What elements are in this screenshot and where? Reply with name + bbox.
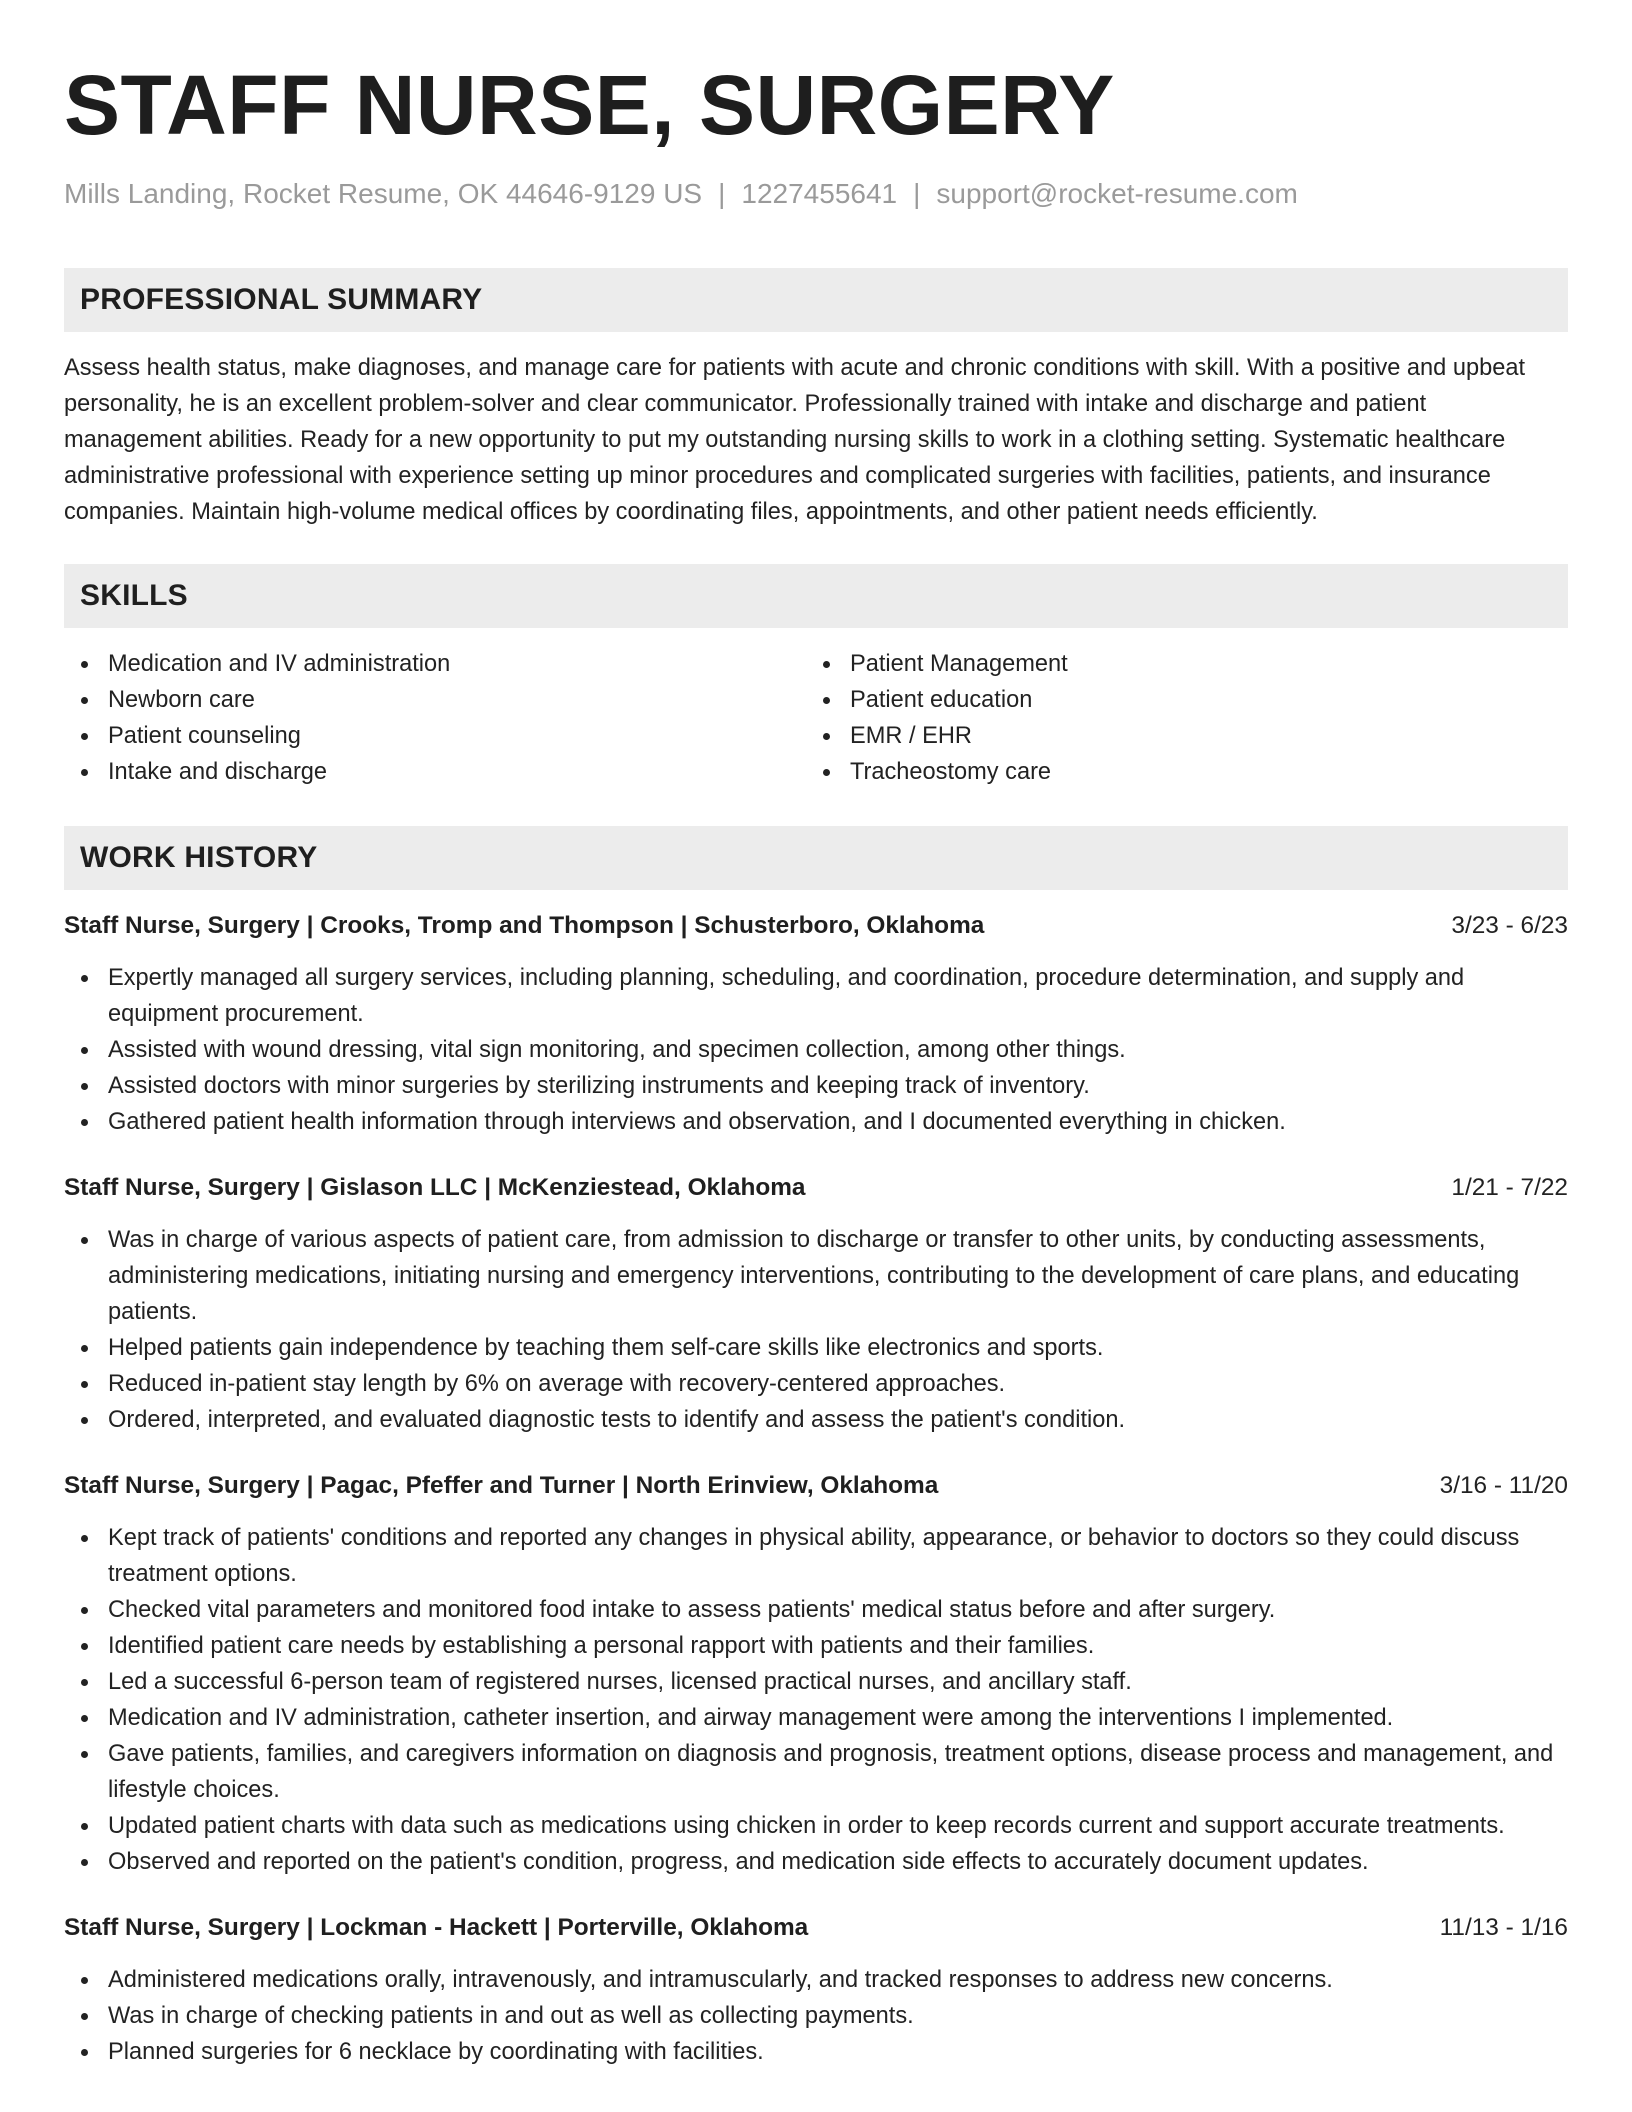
job-bullet: Was in charge of checking patients in and out as well as collecting payments. xyxy=(64,1998,1568,2034)
job-bullet: Gave patients, families, and caregivers information on diagnosis and prognosis, treatment options, disease process and management, and lifestyle choices. xyxy=(64,1736,1568,1808)
job-header xyxy=(64,1170,1568,1206)
job-bullet: Planned surgeries for 6 necklace by coordinating with facilities. xyxy=(64,2034,1568,2070)
skill-item: Patient Management xyxy=(806,646,1548,682)
skill-item: Intake and discharge xyxy=(64,754,806,790)
job-bullet: Helped patients gain independence by teaching them self-care skills like electronics and sports. xyxy=(64,1330,1568,1366)
job-bullet: Led a successful 6-person team of registered nurses, licensed practical nurses, and ancillary staff. xyxy=(64,1664,1568,1700)
skill-item: Medication and IV administration xyxy=(64,646,806,682)
job-header xyxy=(64,1910,1568,1946)
work-history-list xyxy=(64,908,1568,2070)
job-entry xyxy=(64,1910,1568,2070)
job-dates: 1/21 - 7/22 xyxy=(1451,1174,1568,1201)
skill-item: Newborn care xyxy=(64,682,806,718)
job-bullets xyxy=(64,1222,1568,1438)
job-bullet: Kept track of patients' conditions and reported any changes in physical ability, appearance, or behavior to doctors so they could discuss treatment options. xyxy=(64,1520,1568,1592)
job-dates: 3/16 - 11/20 xyxy=(1439,1472,1568,1499)
contact-email: support@rocket-resume.com xyxy=(936,178,1298,209)
job-entry xyxy=(64,1468,1568,1880)
job-entry xyxy=(64,908,1568,1140)
job-bullet: Updated patient charts with data such as medications using chicken in order to keep records current and support accurate treatments. xyxy=(64,1808,1568,1844)
job-bullet: Gathered patient health information through interviews and observation, and I documented everything in chicken. xyxy=(64,1104,1568,1140)
contact-address: Mills Landing, Rocket Resume, OK 44646-9129 US xyxy=(64,178,703,209)
job-bullet: Assisted with wound dressing, vital sign monitoring, and specimen collection, among other things. xyxy=(64,1032,1568,1068)
contact-phone: 1227455641 xyxy=(741,178,898,209)
job-bullet: Expertly managed all surgery services, including planning, scheduling, and coordination, procedure determination, and supply and equipment procurement. xyxy=(64,960,1568,1032)
skill-item: EMR / EHR xyxy=(806,718,1548,754)
skills-heading: SKILLS xyxy=(64,564,1568,628)
job-bullet: Medication and IV administration, catheter insertion, and airway management were among the interventions I implemented. xyxy=(64,1700,1568,1736)
job-bullets xyxy=(64,1520,1568,1880)
job-bullet: Reduced in-patient stay length by 6% on average with recovery-centered approaches. xyxy=(64,1366,1568,1402)
job-title: Staff Nurse, Surgery | Pagac, Pfeffer and Turner | North Erinview, Oklahoma xyxy=(64,1472,939,1499)
job-bullet: Ordered, interpreted, and evaluated diagnostic tests to identify and assess the patient's condition. xyxy=(64,1402,1568,1438)
skills-column-right xyxy=(806,646,1548,790)
contact-separator: | xyxy=(913,178,921,209)
job-bullets xyxy=(64,960,1568,1140)
contact-separator: | xyxy=(718,178,726,209)
job-bullet: Administered medications orally, intravenously, and intramuscularly, and tracked responses to address new concerns. xyxy=(64,1962,1568,1998)
resume-page xyxy=(64,0,1568,2070)
job-title: Staff Nurse, Surgery | Lockman - Hackett | Porterville, Oklahoma xyxy=(64,1914,809,1941)
job-dates: 3/23 - 6/23 xyxy=(1451,912,1568,939)
job-bullet: Identified patient care needs by establishing a personal rapport with patients and their families. xyxy=(64,1628,1568,1664)
skill-item: Tracheostomy care xyxy=(806,754,1548,790)
summary-heading: PROFESSIONAL SUMMARY xyxy=(64,268,1568,332)
job-bullet: Checked vital parameters and monitored food intake to assess patients' medical status before and after surgery. xyxy=(64,1592,1568,1628)
job-entry xyxy=(64,1170,1568,1438)
resume-name: STAFF NURSE, SURGERY xyxy=(64,58,1115,152)
skill-item: Patient education xyxy=(806,682,1548,718)
job-title: Staff Nurse, Surgery | Gislason LLC | McKenziestead, Oklahoma xyxy=(64,1174,806,1201)
contact-line xyxy=(64,178,1568,210)
job-bullet: Observed and reported on the patient's condition, progress, and medication side effects to accurately document updates. xyxy=(64,1844,1568,1880)
job-bullet: Assisted doctors with minor surgeries by sterilizing instruments and keeping track of inventory. xyxy=(64,1068,1568,1104)
skills-list xyxy=(64,646,1568,790)
job-header xyxy=(64,908,1568,944)
work-history-heading: WORK HISTORY xyxy=(64,826,1568,890)
job-title: Staff Nurse, Surgery | Crooks, Tromp and Thompson | Schusterboro, Oklahoma xyxy=(64,912,985,939)
skill-item: Patient counseling xyxy=(64,718,806,754)
summary-text: Assess health status, make diagnoses, and manage care for patients with acute and chronic conditions with skill. With a positive and upbeat personality, he is an excellent problem-solver and clear communicator. Professionally trained with intake and discharge and patient management abilities. Ready for a new opportunity to put my outstanding nursing skills to work in a clothing setting. Systematic healthcare administrative professional with experience setting up minor procedures and complicated surgeries with facilities, patients, and insurance companies. Maintain high-volume medical offices by coordinating files, appointments, and other patient needs efficiently. xyxy=(64,355,1526,525)
skills-column-left xyxy=(64,646,806,790)
job-bullets xyxy=(64,1962,1568,2070)
job-header xyxy=(64,1468,1568,1504)
job-dates: 11/13 - 1/16 xyxy=(1439,1914,1568,1941)
job-bullet: Was in charge of various aspects of patient care, from admission to discharge or transfer to other units, by conducting assessments, administering medications, initiating nursing and emergency interventions, contributing to the development of care plans, and educating patients. xyxy=(64,1222,1568,1330)
